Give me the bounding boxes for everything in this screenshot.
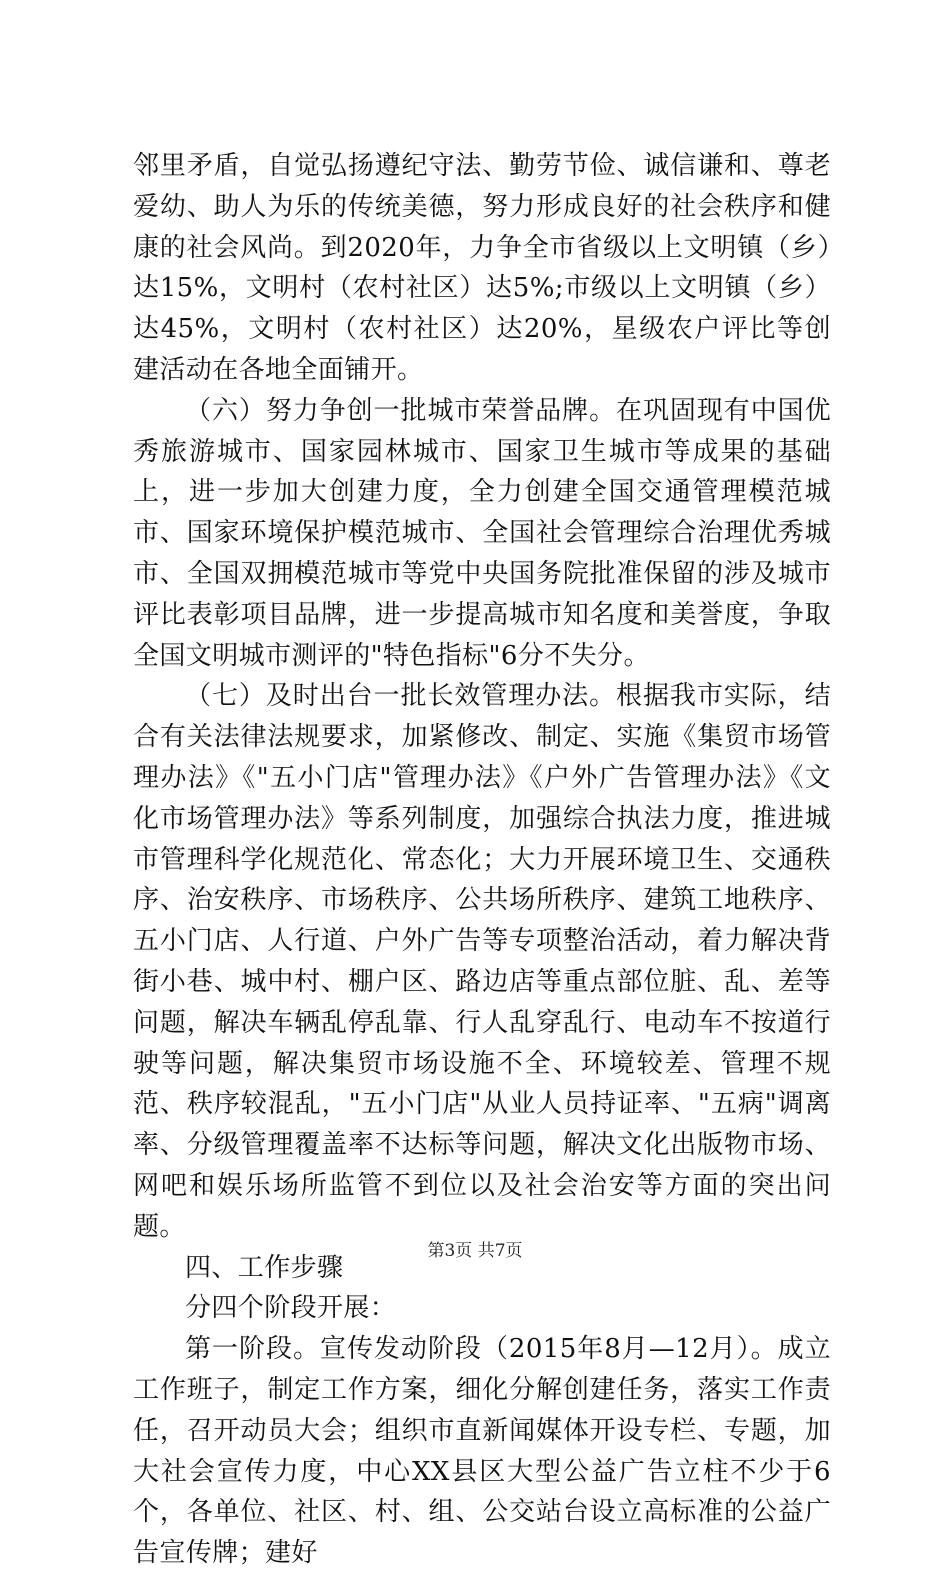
paragraph-four-stages: 分四个阶段开展： [185, 1293, 397, 1324]
paragraph-continued-civic-goals: 邻里矛盾，自觉弘扬遵纪守法、勤劳节俭、诚信谦和、尊老爱幼、助人为乐的传统美德，努力形成良好的社会秩序和健康的社会风尚。到2020年，力争全市省级以上文明镇（乡）达15%，文明村（农村社区）达5%;市级以上文明镇（乡）达45%，文明村（农村社区）达20%，星级农户评比等创建活动在各地全面铺开。 [133, 151, 831, 385]
paragraph-section-six: （六）努力争创一批城市荣誉品牌。在巩固现有中国优秀旅游城市、国家园林城市、国家卫生城市等成果的基础上，进一步加大创建力度，全力创建全国交通管理模范城市、国家环境保护模范城市、全国社会管理综合治理优秀城市、全国双拥模范城市等党中央国务院批准保留的涉及城市评比表彰项目品牌，进一步提高城市知名度和美誉度，争取全国文明城市测评的"特色指标"6分不失分。 [133, 395, 831, 671]
page-number-footer: 第3页 共7页 [427, 1241, 523, 1261]
paragraph-section-seven: （七）及时出台一批长效管理办法。根据我市实际，结合有关法律法规要求，加紧修改、制定、实施《集贸市场管理办法》《"五小门店"管理办法》《户外广告管理办法》《文化市场管理办法》等系列制度，加强综合执法力度，推进城市管理科学化规范化、常态化；大力开展环境卫生、交通秩序、治安秩序、市场秩序、公共场所秩序、建筑工地秩序、五小门店、人行道、户外广告等专项整治活动，着力解决背街小巷、城中村、棚户区、路边店等重点部位脏、乱、差等问题，解决车辆乱停乱靠、行人乱穿乱行、电动车不按道行驶等问题，解决集贸市场设施不全、环境较差、管理不规范、秩序较混乱，"五小门店"从业人员持证率、"五病"调离率、分级管理覆盖率不达标等问题，解决文化出版物市场、网吧和娱乐场所监管不到位以及社会治安等方面的突出问题。 [133, 681, 831, 1242]
paragraph-stage-one: 第一阶段。宣传发动阶段（2015年8月—12月）。成立工作班子，制定工作方案，细化分解创建任务，落实工作责任，召开动员大会；组织市直新闻媒体开设专栏、专题，加大社会宣传力度，中心XX县区大型公益广告立柱不少于6个，各单位、社区、村、组、公交站台设立高标准的公益广告宣传牌；建好 [133, 1334, 831, 1569]
document-body [133, 146, 831, 1574]
heading-work-steps: 四、工作步骤 [185, 1252, 344, 1283]
